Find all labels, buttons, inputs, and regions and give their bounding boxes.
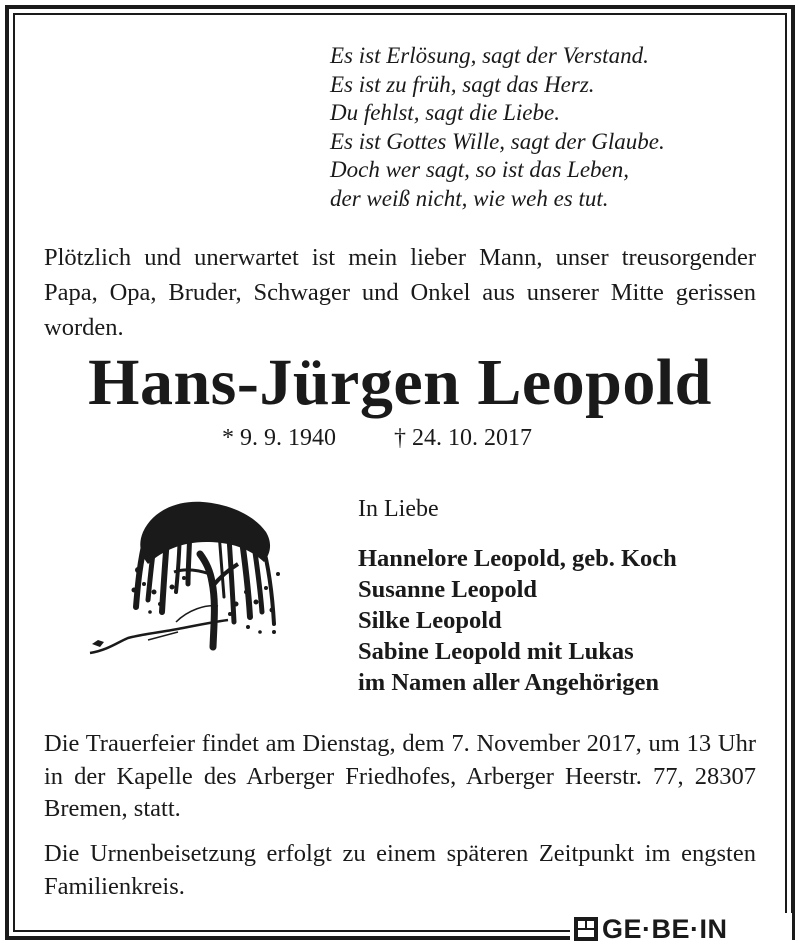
birth-date: * 9. 9. 1940: [222, 425, 336, 451]
deceased-name: Hans-Jürgen Leopold: [88, 346, 712, 419]
mourner-name: Susanne Leopold: [358, 576, 538, 603]
mourner-name: Silke Leopold: [358, 607, 502, 634]
poem: [330, 42, 665, 214]
poem-line: Es ist Erlösung, sagt der Verstand.: [330, 43, 649, 68]
poem-line: Es ist Gottes Wille, sagt der Glaube.: [330, 128, 665, 154]
mourner-name: Hannelore Leopold, geb. Koch: [358, 545, 677, 572]
gebein-logo-icon: [574, 917, 598, 941]
poem-line: Doch wer sagt, so ist das Leben,: [330, 157, 629, 183]
mourners-list: [358, 543, 677, 698]
ceremony-text: Die Trauerfeier findet am Dienstag, dem 7. November 2017, um 13 Uhr in der Kapelle des Arberger Friedhofes, Arberger Heerstr. 77, 28307 Bremen, statt.: [44, 730, 756, 822]
publisher-logo: [570, 913, 792, 945]
poem-line: Es ist zu früh, sagt das Herz.: [330, 71, 595, 97]
mourner-name: Sabine Leopold mit Lukas: [358, 638, 634, 665]
logo-text: GE·BE·IN: [602, 913, 728, 944]
in-liebe-label: In Liebe: [358, 496, 439, 522]
intro-text: Plötzlich und unerwartet ist mein lieber Mann, unser treusorgender Papa, Opa, Bruder, Schwager und Onkel aus unserer Mitte gerissen worden.: [44, 244, 756, 341]
weeping-willow-icon: [88, 492, 288, 662]
poem-line: Du fehlst, sagt die Liebe.: [330, 100, 560, 126]
mourner-name: im Namen aller Angehörigen: [358, 669, 660, 696]
death-date: † 24. 10. 2017: [394, 425, 532, 451]
poem-line: der weiß nicht, wie weh es tut.: [330, 185, 609, 211]
life-dates: [222, 423, 532, 453]
burial-text: Die Urnenbeisetzung erfolgt zu einem späteren Zeitpunkt im engsten Familienkreis.: [44, 840, 756, 900]
